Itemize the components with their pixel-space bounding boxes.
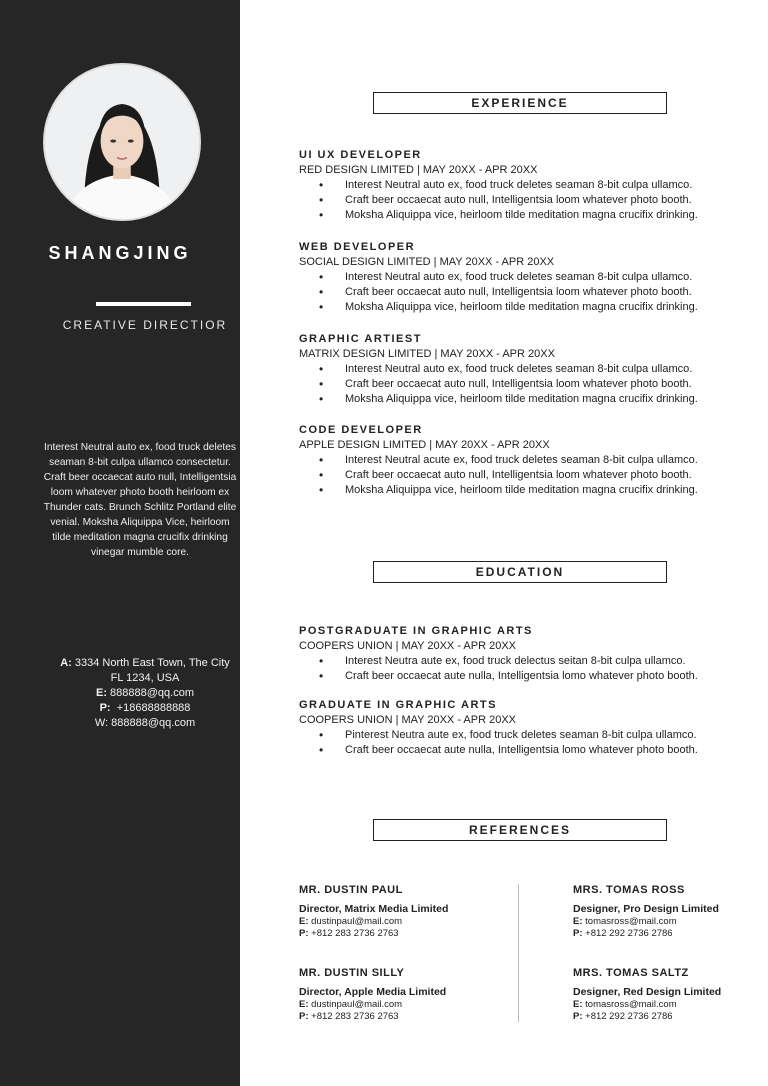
- school-line: COOPERS UNION | MAY 20XX - APR 20XX: [299, 640, 517, 652]
- job-bullets: [299, 270, 759, 315]
- degree-title: POSTGRADUATE IN GRAPHIC ARTS: [299, 625, 533, 637]
- school-line: COOPERS UNION | MAY 20XX - APR 20XX: [299, 714, 517, 726]
- job-title: WEB DEVELOPER: [299, 241, 416, 253]
- education-bullet: • Craft beer occaecat aute nulla, Intelligentsia lomo whatever photo booth.: [299, 669, 759, 684]
- job-bullets: [299, 362, 759, 407]
- profile-photo: [43, 63, 201, 221]
- job-bullet: • Interest Neutral auto ex, food truck deletes seaman 8-bit culpa ullamco.: [299, 362, 759, 377]
- reference-phone: [573, 1011, 768, 1023]
- email-value: dustinpaul@mail.com: [311, 999, 403, 1010]
- reference-role: Designer, Pro Design Limited: [573, 903, 719, 915]
- candidate-title: CREATIVE DIRECTIOR: [62, 318, 228, 332]
- phone-label: P:: [299, 1011, 309, 1022]
- job-bullet: • Moksha Aliquippa vice, heirloom tilde meditation magna crucifix drinking.: [299, 208, 759, 223]
- reference-email: [299, 916, 499, 928]
- email-value: tomasross@mail.com: [585, 999, 677, 1010]
- job-bullet: • Interest Neutral acute ex, food truck deletes seaman 8-bit culpa ullamco.: [299, 453, 759, 468]
- reference-name: MRS. TOMAS SALTZ: [573, 967, 689, 979]
- job-bullet: • Moksha Aliquippa vice, heirloom tilde meditation magna crucifix drinking.: [299, 300, 759, 315]
- reference-name: MRS. TOMAS ROSS: [573, 884, 685, 896]
- education-bullets: [299, 728, 759, 758]
- web-label: W:: [94, 717, 109, 729]
- job-title: CODE DEVELOPER: [299, 424, 423, 436]
- reference-email: [299, 999, 499, 1011]
- job-title: GRAPHIC ARTIEST: [299, 333, 422, 345]
- reference-name: MR. DUSTIN PAUL: [299, 884, 403, 896]
- job-entry: [299, 148, 759, 223]
- reference-phone: [299, 1011, 499, 1023]
- references-divider: [518, 884, 519, 1022]
- phone-label: P:: [299, 928, 309, 939]
- job-entry: [299, 332, 759, 407]
- phone-label: P:: [573, 1011, 583, 1022]
- education-bullet: • Craft beer occaecat aute nulla, Intelligentsia lomo whatever photo booth.: [299, 743, 759, 758]
- profile-summary: Interest Neutral auto ex, food truck deletes seaman 8-bit culpa ullamco consectetur. Craft beer occaecat auto null, Intelligentsia loom whatever photo booth heirloom ex Thunder cats. Brunch Schlitz Portland elite venial. Moksha Aliquippa Vice, heirloom tilde meditation magna crucifix drinking vinegar mumble core.: [43, 442, 237, 558]
- job-bullet: • Craft beer occaecat auto null, Intelligentsia loom whatever photo booth.: [299, 468, 759, 483]
- contact-block: [0, 656, 290, 731]
- phone-label: P:: [573, 928, 583, 939]
- job-bullet: • Moksha Aliquippa vice, heirloom tilde meditation magna crucifix drinking.: [299, 392, 759, 407]
- phone-label: P:: [99, 702, 111, 714]
- education-heading: EDUCATION: [373, 561, 667, 583]
- phone-value: +812 283 2736 2763: [311, 1011, 399, 1022]
- email-label: E:: [573, 916, 583, 927]
- references-heading: REFERENCES: [373, 819, 667, 841]
- candidate-name: SHANGJING: [48, 243, 192, 263]
- education-bullets: [299, 654, 759, 684]
- job-bullet: • Moksha Aliquippa vice, heirloom tilde meditation magna crucifix drinking.: [299, 483, 759, 498]
- reference-role: Director, Apple Media Limited: [299, 986, 447, 998]
- degree-title: GRADUATE IN GRAPHIC ARTS: [299, 699, 497, 711]
- email-label: E:: [573, 999, 583, 1010]
- job-bullet: • Craft beer occaecat auto null, Intelligentsia loom whatever photo booth.: [299, 377, 759, 392]
- phone-value: +812 292 2736 2786: [585, 1011, 673, 1022]
- education-bullet: • Pinterest Neutra aute ex, food truck deletes seaman 8-bit culpa ullamco.: [299, 728, 759, 743]
- job-bullets: [299, 178, 759, 223]
- reference-role: Director, Matrix Media Limited: [299, 903, 449, 915]
- education-bullet: • Interest Neutra aute ex, food truck delectus seitan 8-bit culpa ullamco.: [299, 654, 759, 669]
- reference-name: MR. DUSTIN SILLY: [299, 967, 405, 979]
- email-value: dustinpaul@mail.com: [311, 916, 403, 927]
- reference-card: [299, 966, 499, 1023]
- email-label: E:: [299, 916, 309, 927]
- address-label: A:: [60, 657, 72, 669]
- job-entry: [299, 240, 759, 315]
- contact-address: [0, 656, 290, 671]
- email-value: tomasross@mail.com: [585, 916, 677, 927]
- phone-value: +812 283 2736 2763: [311, 928, 399, 939]
- portrait-image: [45, 65, 199, 219]
- web-value: 888888@qq.com: [111, 717, 196, 729]
- job-company: RED DESIGN LIMITED | MAY 20XX - APR 20XX: [299, 164, 538, 176]
- job-bullet: • Craft beer occaecat auto null, Intelligentsia loom whatever photo booth.: [299, 193, 759, 208]
- email-value: 888888@qq.com: [110, 687, 194, 699]
- job-bullet: • Interest Neutral auto ex, food truck deletes seaman 8-bit culpa ullamco.: [299, 178, 759, 193]
- contact-web: [0, 716, 290, 731]
- email-label: E:: [299, 999, 309, 1010]
- phone-value: +18688888888: [116, 702, 191, 714]
- reference-card: [573, 966, 768, 1023]
- job-bullet: • Craft beer occaecat auto null, Intelligentsia loom whatever photo booth.: [299, 285, 759, 300]
- job-company: MATRIX DESIGN LIMITED | MAY 20XX - APR 20XX: [299, 348, 555, 360]
- address-line1: 3334 North East Town, The City: [74, 657, 230, 669]
- job-title: UI UX DEVELOPER: [299, 149, 422, 161]
- sidebar: [0, 0, 240, 1086]
- experience-heading: EXPERIENCE: [373, 92, 667, 114]
- job-company: SOCIAL DESIGN LIMITED | MAY 20XX - APR 20XX: [299, 256, 555, 268]
- education-entry: [299, 624, 759, 684]
- education-entry: [299, 698, 759, 758]
- contact-phone: [0, 701, 290, 716]
- reference-card: [573, 883, 768, 940]
- job-company: APPLE DESIGN LIMITED | MAY 20XX - APR 20XX: [299, 439, 550, 451]
- reference-email: [573, 999, 768, 1011]
- email-label: E:: [95, 687, 107, 699]
- reference-card: [299, 883, 499, 940]
- reference-email: [573, 916, 768, 928]
- phone-value: +812 292 2736 2786: [585, 928, 673, 939]
- job-bullets: [299, 453, 759, 498]
- reference-phone: [299, 928, 499, 940]
- contact-email: [0, 686, 290, 701]
- job-entry: [299, 423, 759, 498]
- reference-role: Designer, Red Design Limited: [573, 986, 722, 998]
- address-line2: FL 1234, USA: [110, 672, 180, 684]
- job-bullet: • Interest Neutral auto ex, food truck deletes seaman 8-bit culpa ullamco.: [299, 270, 759, 285]
- name-divider: [96, 302, 191, 306]
- reference-phone: [573, 928, 768, 940]
